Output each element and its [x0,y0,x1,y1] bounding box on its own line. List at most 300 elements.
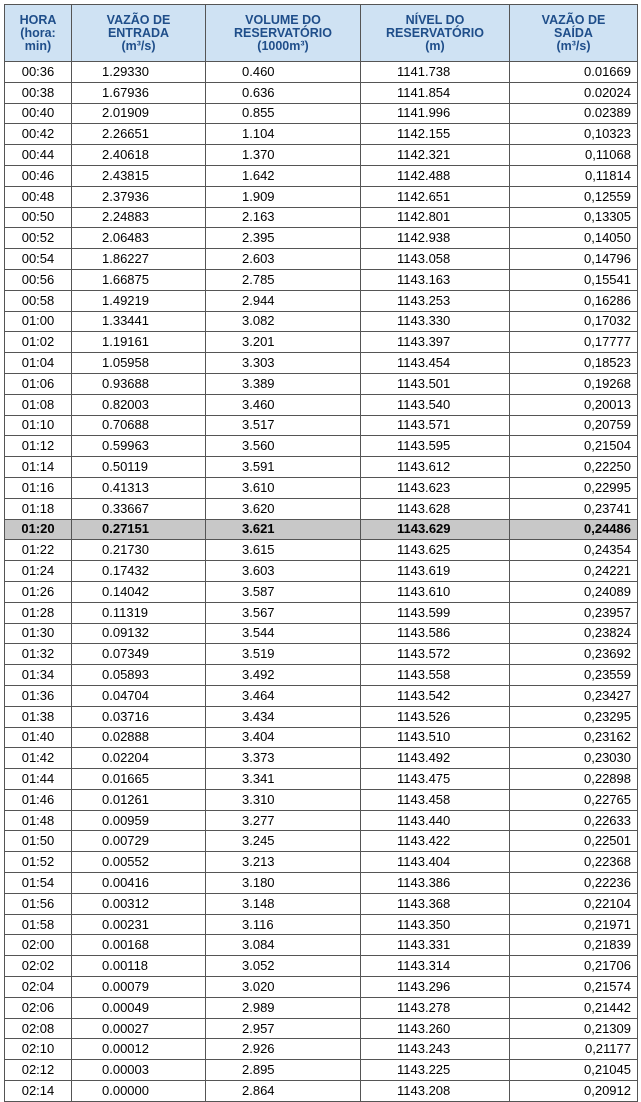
table-row [5,873,638,894]
table-row [5,519,638,540]
cell-hora: 01:42 [5,748,72,769]
table-row [5,810,638,831]
cell-volume: 3.180 [206,873,361,894]
cell-vazao-saida: 0,11068 [510,145,638,166]
cell-vazao-entrada: 0.03716 [72,706,206,727]
cell-hora: 01:48 [5,810,72,831]
cell-hora: 00:44 [5,145,72,166]
cell-hora: 01:18 [5,498,72,519]
cell-vazao-entrada: 1.67936 [72,82,206,103]
cell-vazao-saida: 0,21839 [510,935,638,956]
cell-nivel: 1143.253 [361,290,510,311]
cell-vazao-entrada: 0.11319 [72,602,206,623]
cell-vazao-entrada: 0.00079 [72,977,206,998]
cell-vazao-saida: 0,15541 [510,269,638,290]
cell-volume: 3.277 [206,810,361,831]
cell-volume: 3.492 [206,665,361,686]
cell-volume: 3.404 [206,727,361,748]
cell-hora: 01:52 [5,852,72,873]
cell-volume: 2.603 [206,249,361,270]
cell-vazao-saida: 0,21045 [510,1060,638,1081]
cell-vazao-saida: 0,23427 [510,685,638,706]
header-hora: HORA (hora: min) [5,5,72,62]
cell-vazao-entrada: 0.01665 [72,769,206,790]
cell-hora: 01:16 [5,477,72,498]
cell-vazao-entrada: 0.21730 [72,540,206,561]
table-row [5,956,638,977]
cell-volume: 3.591 [206,457,361,478]
table-row [5,623,638,644]
cell-hora: 02:14 [5,1081,72,1102]
table-row [5,540,638,561]
cell-hora: 02:12 [5,1060,72,1081]
cell-vazao-entrada: 0.00312 [72,893,206,914]
table-row [5,186,638,207]
cell-nivel: 1141.738 [361,62,510,83]
cell-vazao-entrada: 0.00552 [72,852,206,873]
cell-volume: 3.148 [206,893,361,914]
cell-vazao-entrada: 0.07349 [72,644,206,665]
cell-volume: 3.615 [206,540,361,561]
cell-vazao-entrada: 0.93688 [72,373,206,394]
cell-volume: 3.519 [206,644,361,665]
table-row [5,1018,638,1039]
cell-nivel: 1143.454 [361,353,510,374]
table-row [5,124,638,145]
cell-vazao-saida: 0,22250 [510,457,638,478]
cell-nivel: 1142.801 [361,207,510,228]
table-row [5,581,638,602]
cell-nivel: 1143.208 [361,1081,510,1102]
cell-hora: 01:28 [5,602,72,623]
cell-nivel: 1143.619 [361,561,510,582]
table-row [5,914,638,935]
cell-vazao-entrada: 0.00012 [72,1039,206,1060]
cell-nivel: 1143.540 [361,394,510,415]
cell-hora: 01:00 [5,311,72,332]
cell-vazao-entrada: 1.49219 [72,290,206,311]
table-row [5,561,638,582]
cell-vazao-entrada: 0.33667 [72,498,206,519]
cell-vazao-entrada: 0.00118 [72,956,206,977]
cell-nivel: 1143.628 [361,498,510,519]
cell-volume: 3.464 [206,685,361,706]
cell-nivel: 1143.610 [361,581,510,602]
cell-volume: 2.989 [206,997,361,1018]
cell-hora: 01:24 [5,561,72,582]
cell-vazao-entrada: 0.00003 [72,1060,206,1081]
cell-hora: 01:34 [5,665,72,686]
cell-nivel: 1143.572 [361,644,510,665]
table-row [5,165,638,186]
cell-vazao-saida: 0.01669 [510,62,638,83]
cell-volume: 3.567 [206,602,361,623]
table-row [5,290,638,311]
cell-hora: 00:38 [5,82,72,103]
cell-vazao-entrada: 0.00049 [72,997,206,1018]
cell-vazao-entrada: 0.00168 [72,935,206,956]
cell-volume: 3.389 [206,373,361,394]
document-page [4,4,637,1102]
cell-vazao-entrada: 0.82003 [72,394,206,415]
cell-nivel: 1143.595 [361,436,510,457]
cell-vazao-entrada: 0.00729 [72,831,206,852]
cell-vazao-saida: 0,21706 [510,956,638,977]
cell-vazao-saida: 0,23162 [510,727,638,748]
cell-hora: 02:04 [5,977,72,998]
cell-nivel: 1143.163 [361,269,510,290]
table-row [5,332,638,353]
cell-hora: 02:06 [5,997,72,1018]
table-row [5,394,638,415]
cell-volume: 3.621 [206,519,361,540]
table-row [5,748,638,769]
table-row [5,1039,638,1060]
cell-hora: 01:50 [5,831,72,852]
table-row [5,644,638,665]
cell-vazao-entrada: 2.06483 [72,228,206,249]
cell-vazao-entrada: 0.00416 [72,873,206,894]
cell-nivel: 1143.475 [361,769,510,790]
cell-vazao-entrada: 0.50119 [72,457,206,478]
cell-vazao-saida: 0,21177 [510,1039,638,1060]
cell-vazao-saida: 0,21504 [510,436,638,457]
cell-hora: 01:56 [5,893,72,914]
cell-vazao-saida: 0,24221 [510,561,638,582]
cell-volume: 3.213 [206,852,361,873]
cell-vazao-saida: 0,24354 [510,540,638,561]
cell-hora: 01:36 [5,685,72,706]
cell-vazao-entrada: 2.26651 [72,124,206,145]
cell-volume: 1.642 [206,165,361,186]
cell-hora: 00:54 [5,249,72,270]
header-vazao-saida: VAZÃO DE SAÍDA (m³/s) [510,5,638,62]
table-row [5,269,638,290]
cell-hora: 01:58 [5,914,72,935]
table-row [5,977,638,998]
cell-volume: 2.926 [206,1039,361,1060]
cell-volume: 0.460 [206,62,361,83]
cell-hora: 01:26 [5,581,72,602]
cell-volume: 2.864 [206,1081,361,1102]
table-row [5,207,638,228]
table-row [5,706,638,727]
cell-vazao-entrada: 0.59963 [72,436,206,457]
cell-vazao-entrada: 0.17432 [72,561,206,582]
cell-volume: 3.544 [206,623,361,644]
cell-vazao-entrada: 0.00000 [72,1081,206,1102]
cell-nivel: 1143.558 [361,665,510,686]
cell-vazao-saida: 0,23824 [510,623,638,644]
table-row [5,457,638,478]
cell-vazao-saida: 0,20759 [510,415,638,436]
cell-nivel: 1143.314 [361,956,510,977]
cell-volume: 3.052 [206,956,361,977]
table-row [5,602,638,623]
cell-nivel: 1141.854 [361,82,510,103]
cell-hora: 00:40 [5,103,72,124]
cell-nivel: 1143.243 [361,1039,510,1060]
cell-volume: 1.104 [206,124,361,145]
table-row [5,353,638,374]
cell-volume: 2.395 [206,228,361,249]
cell-nivel: 1143.440 [361,810,510,831]
cell-volume: 0.855 [206,103,361,124]
cell-hora: 01:20 [5,519,72,540]
cell-vazao-entrada: 1.19161 [72,332,206,353]
table-row [5,436,638,457]
cell-vazao-saida: 0,21442 [510,997,638,1018]
cell-nivel: 1143.599 [361,602,510,623]
cell-nivel: 1143.612 [361,457,510,478]
table-row [5,82,638,103]
cell-hora: 00:36 [5,62,72,83]
cell-nivel: 1143.422 [361,831,510,852]
cell-volume: 1.909 [206,186,361,207]
table-row [5,103,638,124]
cell-volume: 0.636 [206,82,361,103]
cell-hora: 01:30 [5,623,72,644]
cell-vazao-saida: 0,13305 [510,207,638,228]
cell-nivel: 1143.458 [361,789,510,810]
cell-vazao-entrada: 0.00959 [72,810,206,831]
cell-vazao-entrada: 0.27151 [72,519,206,540]
table-row [5,769,638,790]
reservoir-data-table [4,4,638,1102]
cell-hora: 00:50 [5,207,72,228]
cell-vazao-entrada: 1.33441 [72,311,206,332]
cell-vazao-saida: 0.02024 [510,82,638,103]
cell-volume: 2.163 [206,207,361,228]
cell-volume: 3.620 [206,498,361,519]
header-nivel-reservatorio: NÍVEL DO RESERVATÓRIO (m) [361,5,510,62]
cell-nivel: 1143.625 [361,540,510,561]
cell-hora: 01:14 [5,457,72,478]
cell-hora: 01:54 [5,873,72,894]
cell-nivel: 1143.058 [361,249,510,270]
table-row [5,1081,638,1102]
cell-hora: 02:08 [5,1018,72,1039]
cell-vazao-entrada: 1.66875 [72,269,206,290]
cell-vazao-saida: 0,22236 [510,873,638,894]
cell-hora: 01:06 [5,373,72,394]
cell-volume: 3.020 [206,977,361,998]
cell-hora: 02:02 [5,956,72,977]
table-row [5,685,638,706]
cell-volume: 3.082 [206,311,361,332]
cell-hora: 01:04 [5,353,72,374]
cell-vazao-saida: 0.02389 [510,103,638,124]
table-row [5,665,638,686]
cell-vazao-saida: 0,23741 [510,498,638,519]
cell-vazao-saida: 0,24486 [510,519,638,540]
table-row [5,831,638,852]
cell-vazao-saida: 0,23957 [510,602,638,623]
cell-nivel: 1143.526 [361,706,510,727]
cell-volume: 2.957 [206,1018,361,1039]
cell-volume: 3.460 [206,394,361,415]
cell-vazao-entrada: 0.41313 [72,477,206,498]
table-row [5,62,638,83]
cell-vazao-saida: 0,23692 [510,644,638,665]
cell-hora: 01:46 [5,789,72,810]
cell-nivel: 1141.996 [361,103,510,124]
cell-nivel: 1142.155 [361,124,510,145]
cell-vazao-saida: 0,16286 [510,290,638,311]
cell-volume: 3.517 [206,415,361,436]
cell-vazao-saida: 0,24089 [510,581,638,602]
cell-vazao-saida: 0,19268 [510,373,638,394]
table-row [5,415,638,436]
cell-nivel: 1143.330 [361,311,510,332]
cell-volume: 3.560 [206,436,361,457]
cell-nivel: 1143.404 [361,852,510,873]
cell-volume: 3.587 [206,581,361,602]
cell-hora: 00:42 [5,124,72,145]
cell-vazao-saida: 0,12559 [510,186,638,207]
cell-hora: 00:56 [5,269,72,290]
cell-volume: 3.201 [206,332,361,353]
table-row [5,311,638,332]
cell-vazao-saida: 0,10323 [510,124,638,145]
cell-vazao-saida: 0,14050 [510,228,638,249]
cell-vazao-entrada: 0.02204 [72,748,206,769]
cell-hora: 01:10 [5,415,72,436]
cell-hora: 01:38 [5,706,72,727]
cell-vazao-saida: 0,17777 [510,332,638,353]
cell-hora: 01:12 [5,436,72,457]
cell-vazao-entrada: 2.01909 [72,103,206,124]
cell-nivel: 1143.501 [361,373,510,394]
cell-vazao-saida: 0,22104 [510,893,638,914]
cell-vazao-entrada: 2.40618 [72,145,206,166]
cell-nivel: 1143.397 [361,332,510,353]
cell-vazao-saida: 0,14796 [510,249,638,270]
cell-vazao-saida: 0,22633 [510,810,638,831]
table-row [5,249,638,270]
cell-vazao-entrada: 0.00231 [72,914,206,935]
cell-hora: 00:58 [5,290,72,311]
cell-nivel: 1142.321 [361,145,510,166]
cell-vazao-saida: 0,18523 [510,353,638,374]
table-row [5,373,638,394]
cell-vazao-saida: 0,17032 [510,311,638,332]
cell-volume: 3.310 [206,789,361,810]
cell-vazao-saida: 0,21574 [510,977,638,998]
table-row [5,228,638,249]
cell-volume: 3.116 [206,914,361,935]
cell-volume: 3.341 [206,769,361,790]
cell-volume: 3.084 [206,935,361,956]
cell-nivel: 1142.488 [361,165,510,186]
table-row [5,727,638,748]
cell-nivel: 1143.386 [361,873,510,894]
table-body [5,62,638,1102]
cell-vazao-entrada: 1.29330 [72,62,206,83]
cell-hora: 01:40 [5,727,72,748]
cell-vazao-saida: 0,23030 [510,748,638,769]
cell-vazao-saida: 0,22368 [510,852,638,873]
cell-vazao-entrada: 0.02888 [72,727,206,748]
cell-volume: 3.434 [206,706,361,727]
cell-nivel: 1143.225 [361,1060,510,1081]
cell-vazao-entrada: 0.05893 [72,665,206,686]
cell-vazao-saida: 0,20912 [510,1081,638,1102]
cell-vazao-entrada: 0.14042 [72,581,206,602]
cell-hora: 00:48 [5,186,72,207]
cell-vazao-entrada: 1.86227 [72,249,206,270]
cell-vazao-entrada: 2.43815 [72,165,206,186]
cell-nivel: 1143.571 [361,415,510,436]
cell-nivel: 1143.510 [361,727,510,748]
table-row [5,893,638,914]
cell-vazao-saida: 0,22765 [510,789,638,810]
cell-vazao-saida: 0,21971 [510,914,638,935]
table-row [5,498,638,519]
table-row [5,145,638,166]
cell-nivel: 1143.296 [361,977,510,998]
cell-hora: 00:46 [5,165,72,186]
cell-volume: 3.610 [206,477,361,498]
header-volume-reservatorio: VOLUME DO RESERVATÓRIO (1000m³) [206,5,361,62]
cell-volume: 2.895 [206,1060,361,1081]
cell-volume: 1.370 [206,145,361,166]
table-row [5,477,638,498]
cell-vazao-entrada: 0.01261 [72,789,206,810]
cell-vazao-saida: 0,22995 [510,477,638,498]
cell-nivel: 1143.492 [361,748,510,769]
cell-nivel: 1143.350 [361,914,510,935]
cell-volume: 3.245 [206,831,361,852]
cell-volume: 3.303 [206,353,361,374]
table-row [5,935,638,956]
cell-nivel: 1143.331 [361,935,510,956]
cell-vazao-saida: 0,23295 [510,706,638,727]
header-row [5,5,638,62]
cell-vazao-saida: 0,23559 [510,665,638,686]
cell-hora: 02:10 [5,1039,72,1060]
cell-hora: 00:52 [5,228,72,249]
cell-vazao-saida: 0,21309 [510,1018,638,1039]
cell-vazao-entrada: 0.04704 [72,685,206,706]
table-row [5,1060,638,1081]
cell-nivel: 1143.278 [361,997,510,1018]
cell-vazao-saida: 0,22501 [510,831,638,852]
cell-nivel: 1143.542 [361,685,510,706]
cell-nivel: 1143.623 [361,477,510,498]
cell-hora: 01:44 [5,769,72,790]
cell-volume: 3.603 [206,561,361,582]
cell-vazao-saida: 0,11814 [510,165,638,186]
cell-vazao-entrada: 2.37936 [72,186,206,207]
cell-nivel: 1143.260 [361,1018,510,1039]
cell-vazao-saida: 0,20013 [510,394,638,415]
cell-nivel: 1142.938 [361,228,510,249]
table-row [5,789,638,810]
cell-hora: 01:32 [5,644,72,665]
cell-nivel: 1143.586 [361,623,510,644]
cell-vazao-saida: 0,22898 [510,769,638,790]
cell-hora: 01:02 [5,332,72,353]
cell-nivel: 1143.629 [361,519,510,540]
cell-nivel: 1142.651 [361,186,510,207]
table-row [5,997,638,1018]
table-row [5,852,638,873]
cell-vazao-entrada: 0.70688 [72,415,206,436]
cell-hora: 01:22 [5,540,72,561]
cell-vazao-entrada: 0.00027 [72,1018,206,1039]
cell-volume: 3.373 [206,748,361,769]
